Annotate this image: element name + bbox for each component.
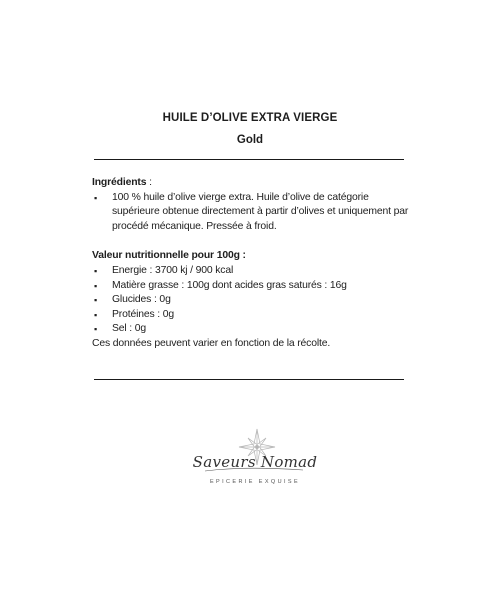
nutrition-note: Ces données peuvent varier en fonction de la récolte.: [92, 337, 331, 349]
product-subtitle: Gold: [236, 134, 264, 146]
ingredients-heading-text: Ingrédients: [92, 177, 147, 188]
top-divider: [94, 159, 404, 160]
brand-logo: [185, 425, 325, 495]
ingredients-heading-colon: :: [146, 177, 152, 188]
nutrition-heading: Valeur nutritionnelle pour 100g :: [92, 250, 246, 262]
brand-tagline: EPICERIE EXQUISE: [209, 479, 301, 485]
nutrition-item-fat: ▪ Matière grasse : 100g dont acides gras saturés : 16g: [92, 279, 410, 294]
nutrition-item-carbs: ▪ Glucides : 0g: [92, 293, 410, 308]
nutrition-item-energy: ▪ Energie : 3700 kj / 900 kcal: [92, 264, 410, 279]
product-title: HUILE D’OLIVE EXTRA VIERGE: [162, 112, 338, 124]
bottom-divider: [94, 379, 404, 380]
nutrition-list: [92, 264, 410, 337]
brand-name: Saveurs Nomad: [192, 453, 318, 471]
nutrition-item-salt: ▪ Sel : 0g: [92, 322, 410, 337]
ingredient-item: ▪ 100 % huile d’olive vierge extra. Huile d’olive de catégorie supérieure obtenue directement à partir d’olives et uniquement par procédé mécanique. Pressée à froid.: [92, 191, 410, 235]
nutrition-item-protein: ▪ Protéines : 0g: [92, 308, 410, 323]
label-content: [92, 176, 410, 352]
ingredients-list: [92, 191, 410, 235]
ingredients-heading: [92, 176, 410, 191]
